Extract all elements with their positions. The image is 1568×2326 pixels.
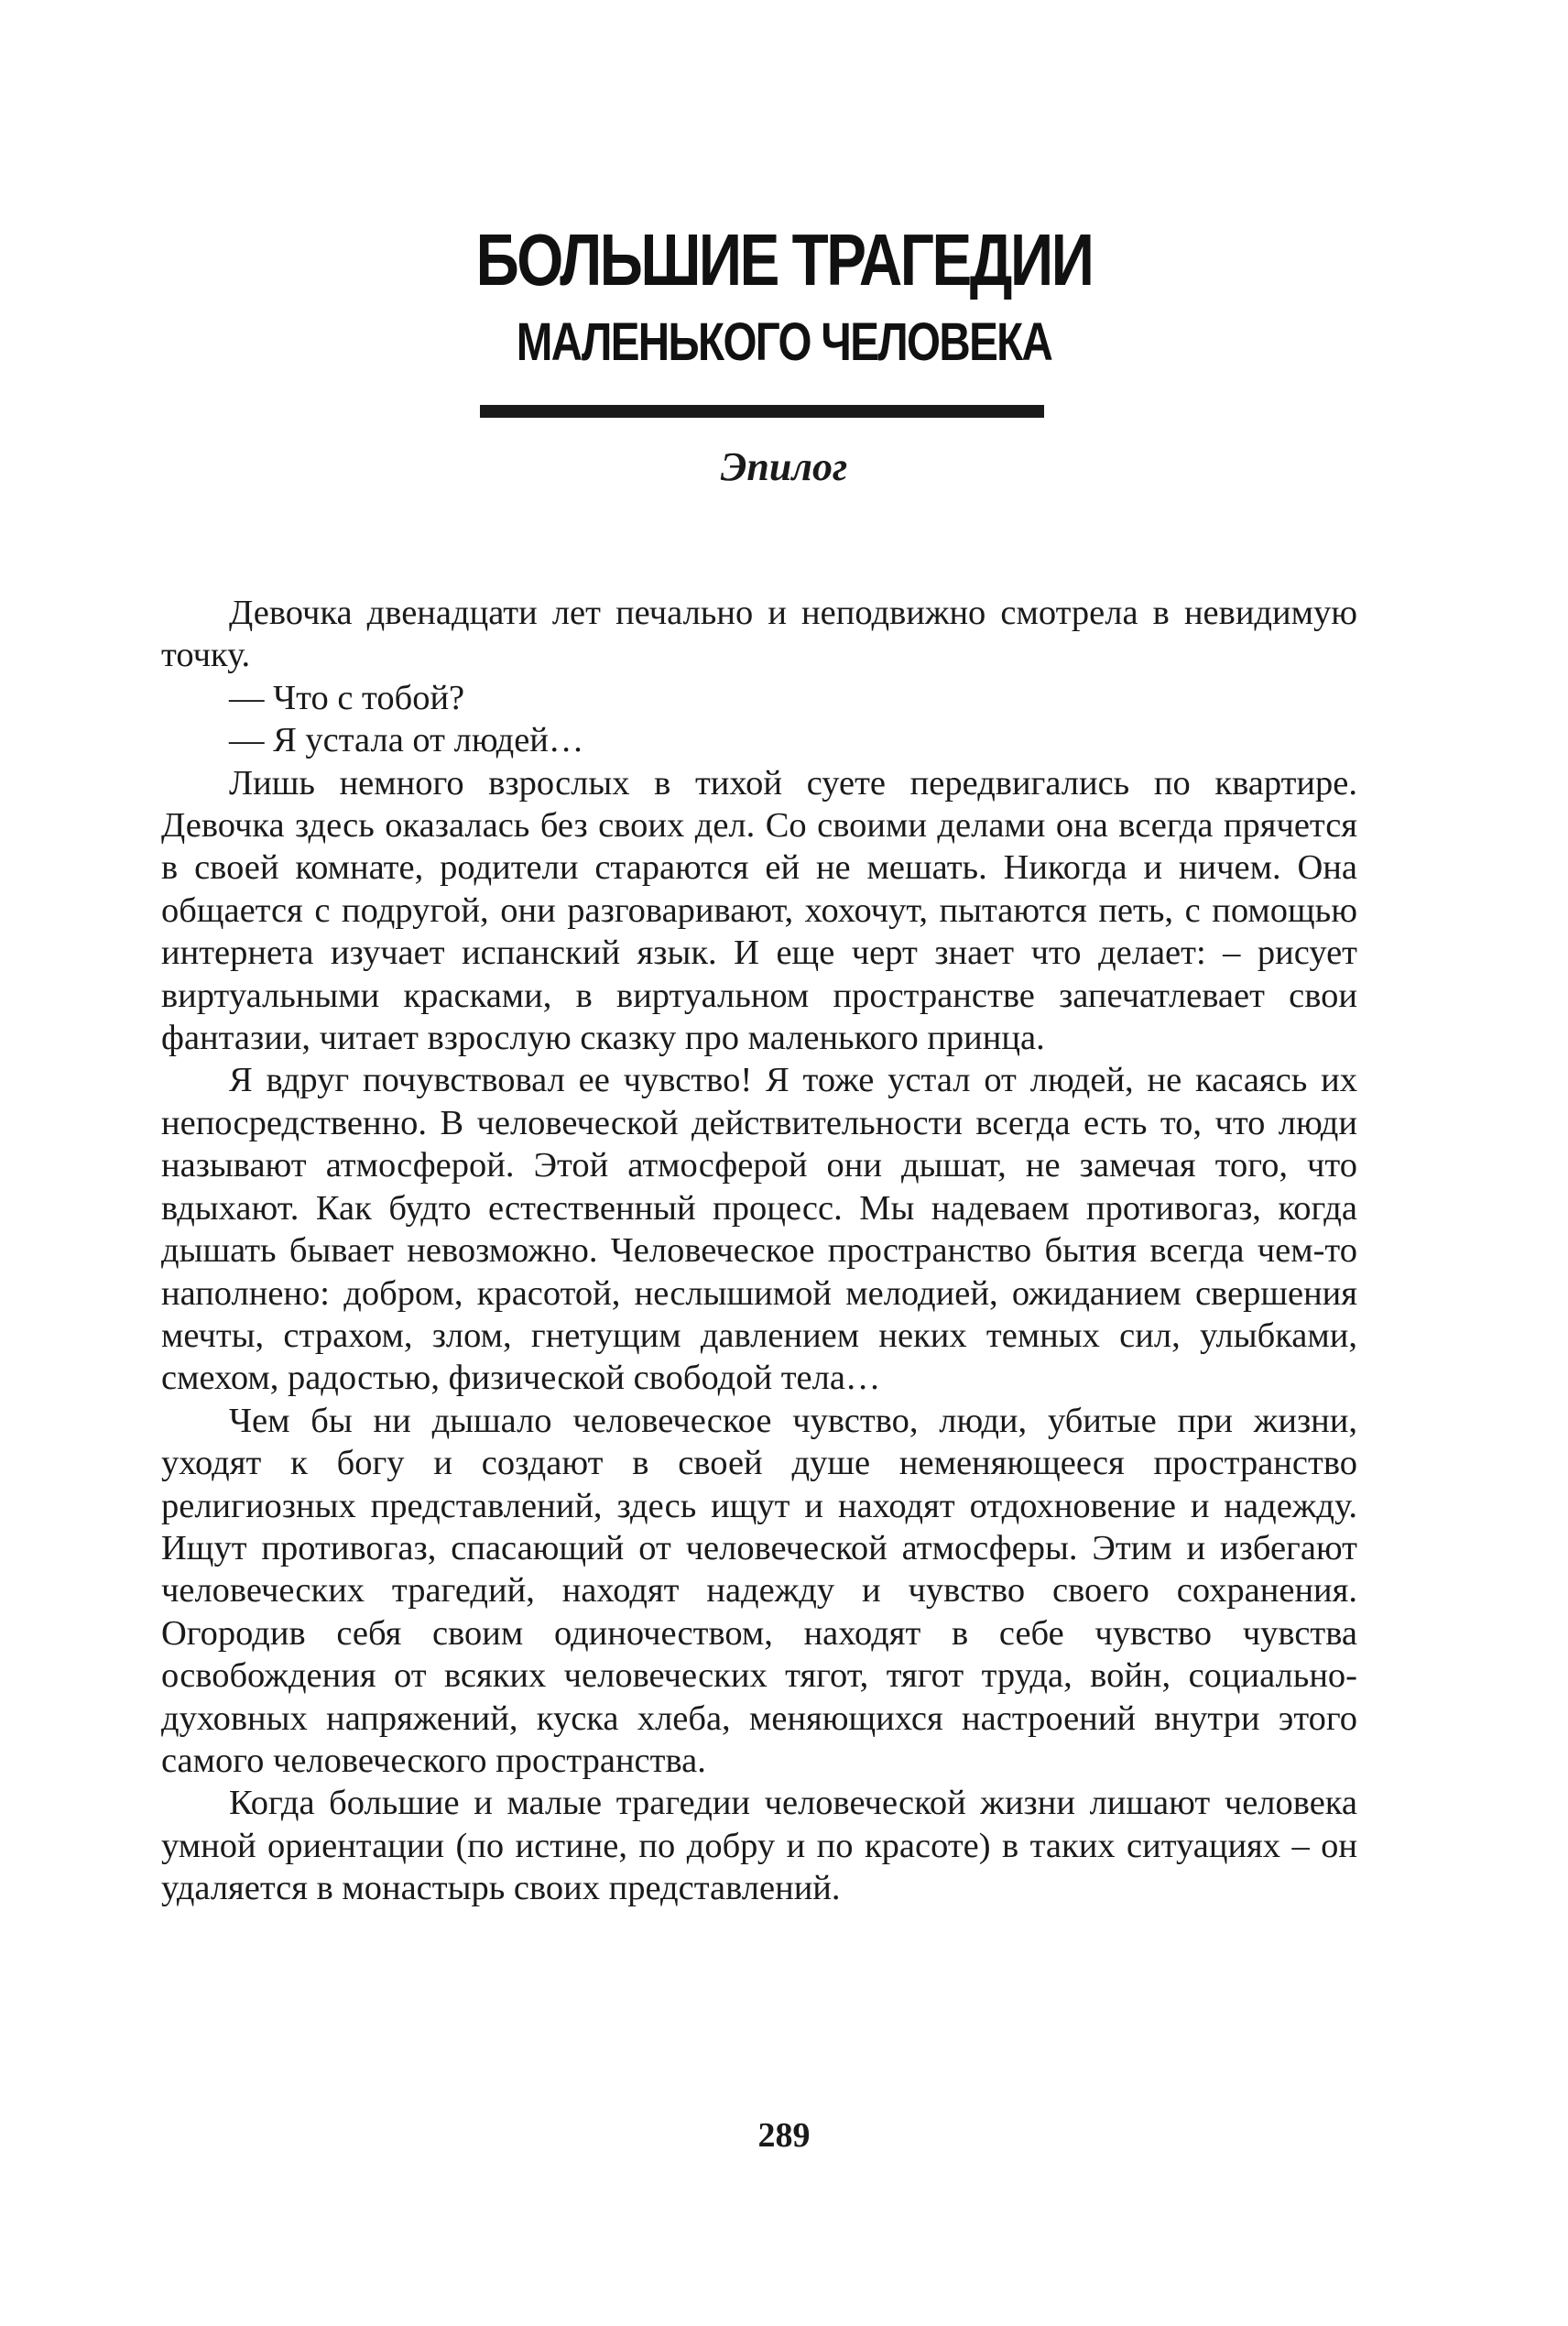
body-text <box>161 592 1357 1910</box>
paragraph: Лишь немного взрослых в тихой суете передвигались по квартире. Девочка здесь оказалась без своих дел. Со своими делами она всегда прячется в своей комнате, родители стараются ей не мешать. Никогда и ничем. Она общается с подругой, они разговаривают, хохочут, пытаются петь, с помощью интернета изучает испанский язык. И еще черт знает что делает: – рисует виртуальными красками, в виртуальном пространстве запечатлевает свои фантазии, читает взрослую сказку про маленького принца. <box>161 763 1357 1058</box>
page-number: 289 <box>757 2116 811 2155</box>
paragraph: — Что с тобой? <box>229 678 465 717</box>
chapter-title-line1: БОЛЬШИЕ ТРАГЕДИИ <box>475 219 1093 300</box>
chapter-title-line2: МАЛЕНЬКОГО ЧЕЛОВЕКА <box>516 312 1052 372</box>
chapter-title <box>0 218 1568 379</box>
paragraph: Чем бы ни дышало человеческое чувство, люди, убитые при жизни, уходят к богу и создают в своей душе неменяющееся пространство религиозных представлений, здесь ищут и находят отдохновение и надежду. Ищут противогаз, спасающий от человеческой атмосферы. Этим и избегают человеческих трагедий, находят надежду и чувство своего сохранения. Огородив себя своим одиночеством, находят в себе чувство чувства освобождения от всяких человеческих тягот, тягот труда, войн, социально-духовных напряжений, куска хлеба, меняющихся настроений внутри этого самого человеческого пространства. <box>161 1401 1357 1780</box>
paragraph: Я вдруг почувствовал ее чувство! Я тоже устал от людей, не касаясь их непосредственно. В человеческой действительности всегда есть то, что люди называют атмосферой. Этой атмосферой они дышат, не замечая того, что вдыхают. Как будто естественный процесс. Мы надеваем противогаз, когда дышать бывает невозможно. Человеческое пространство бытия всегда чем-то наполнено: добром, красотой, неслышимой мелодией, ожиданием свершения мечты, страхом, злом, гнетущим давлением неких темных сил, улыбками, смехом, радостью, физической свободой тела… <box>161 1061 1357 1398</box>
paragraph: — Я устала от людей… <box>229 721 584 760</box>
section-subtitle: Эпилог <box>720 444 848 489</box>
paragraph: Девочка двенадцати лет печально и неподвижно смотрела в невидимую точку. <box>161 594 1357 675</box>
title-rule-divider <box>480 405 1044 418</box>
paragraph: Когда большие и малые трагедии человеческой жизни лишают человека умной ориентации (по истине, по добру и по красоте) в таких ситуациях – он удаляется в монастырь своих представлений. <box>161 1784 1357 1908</box>
